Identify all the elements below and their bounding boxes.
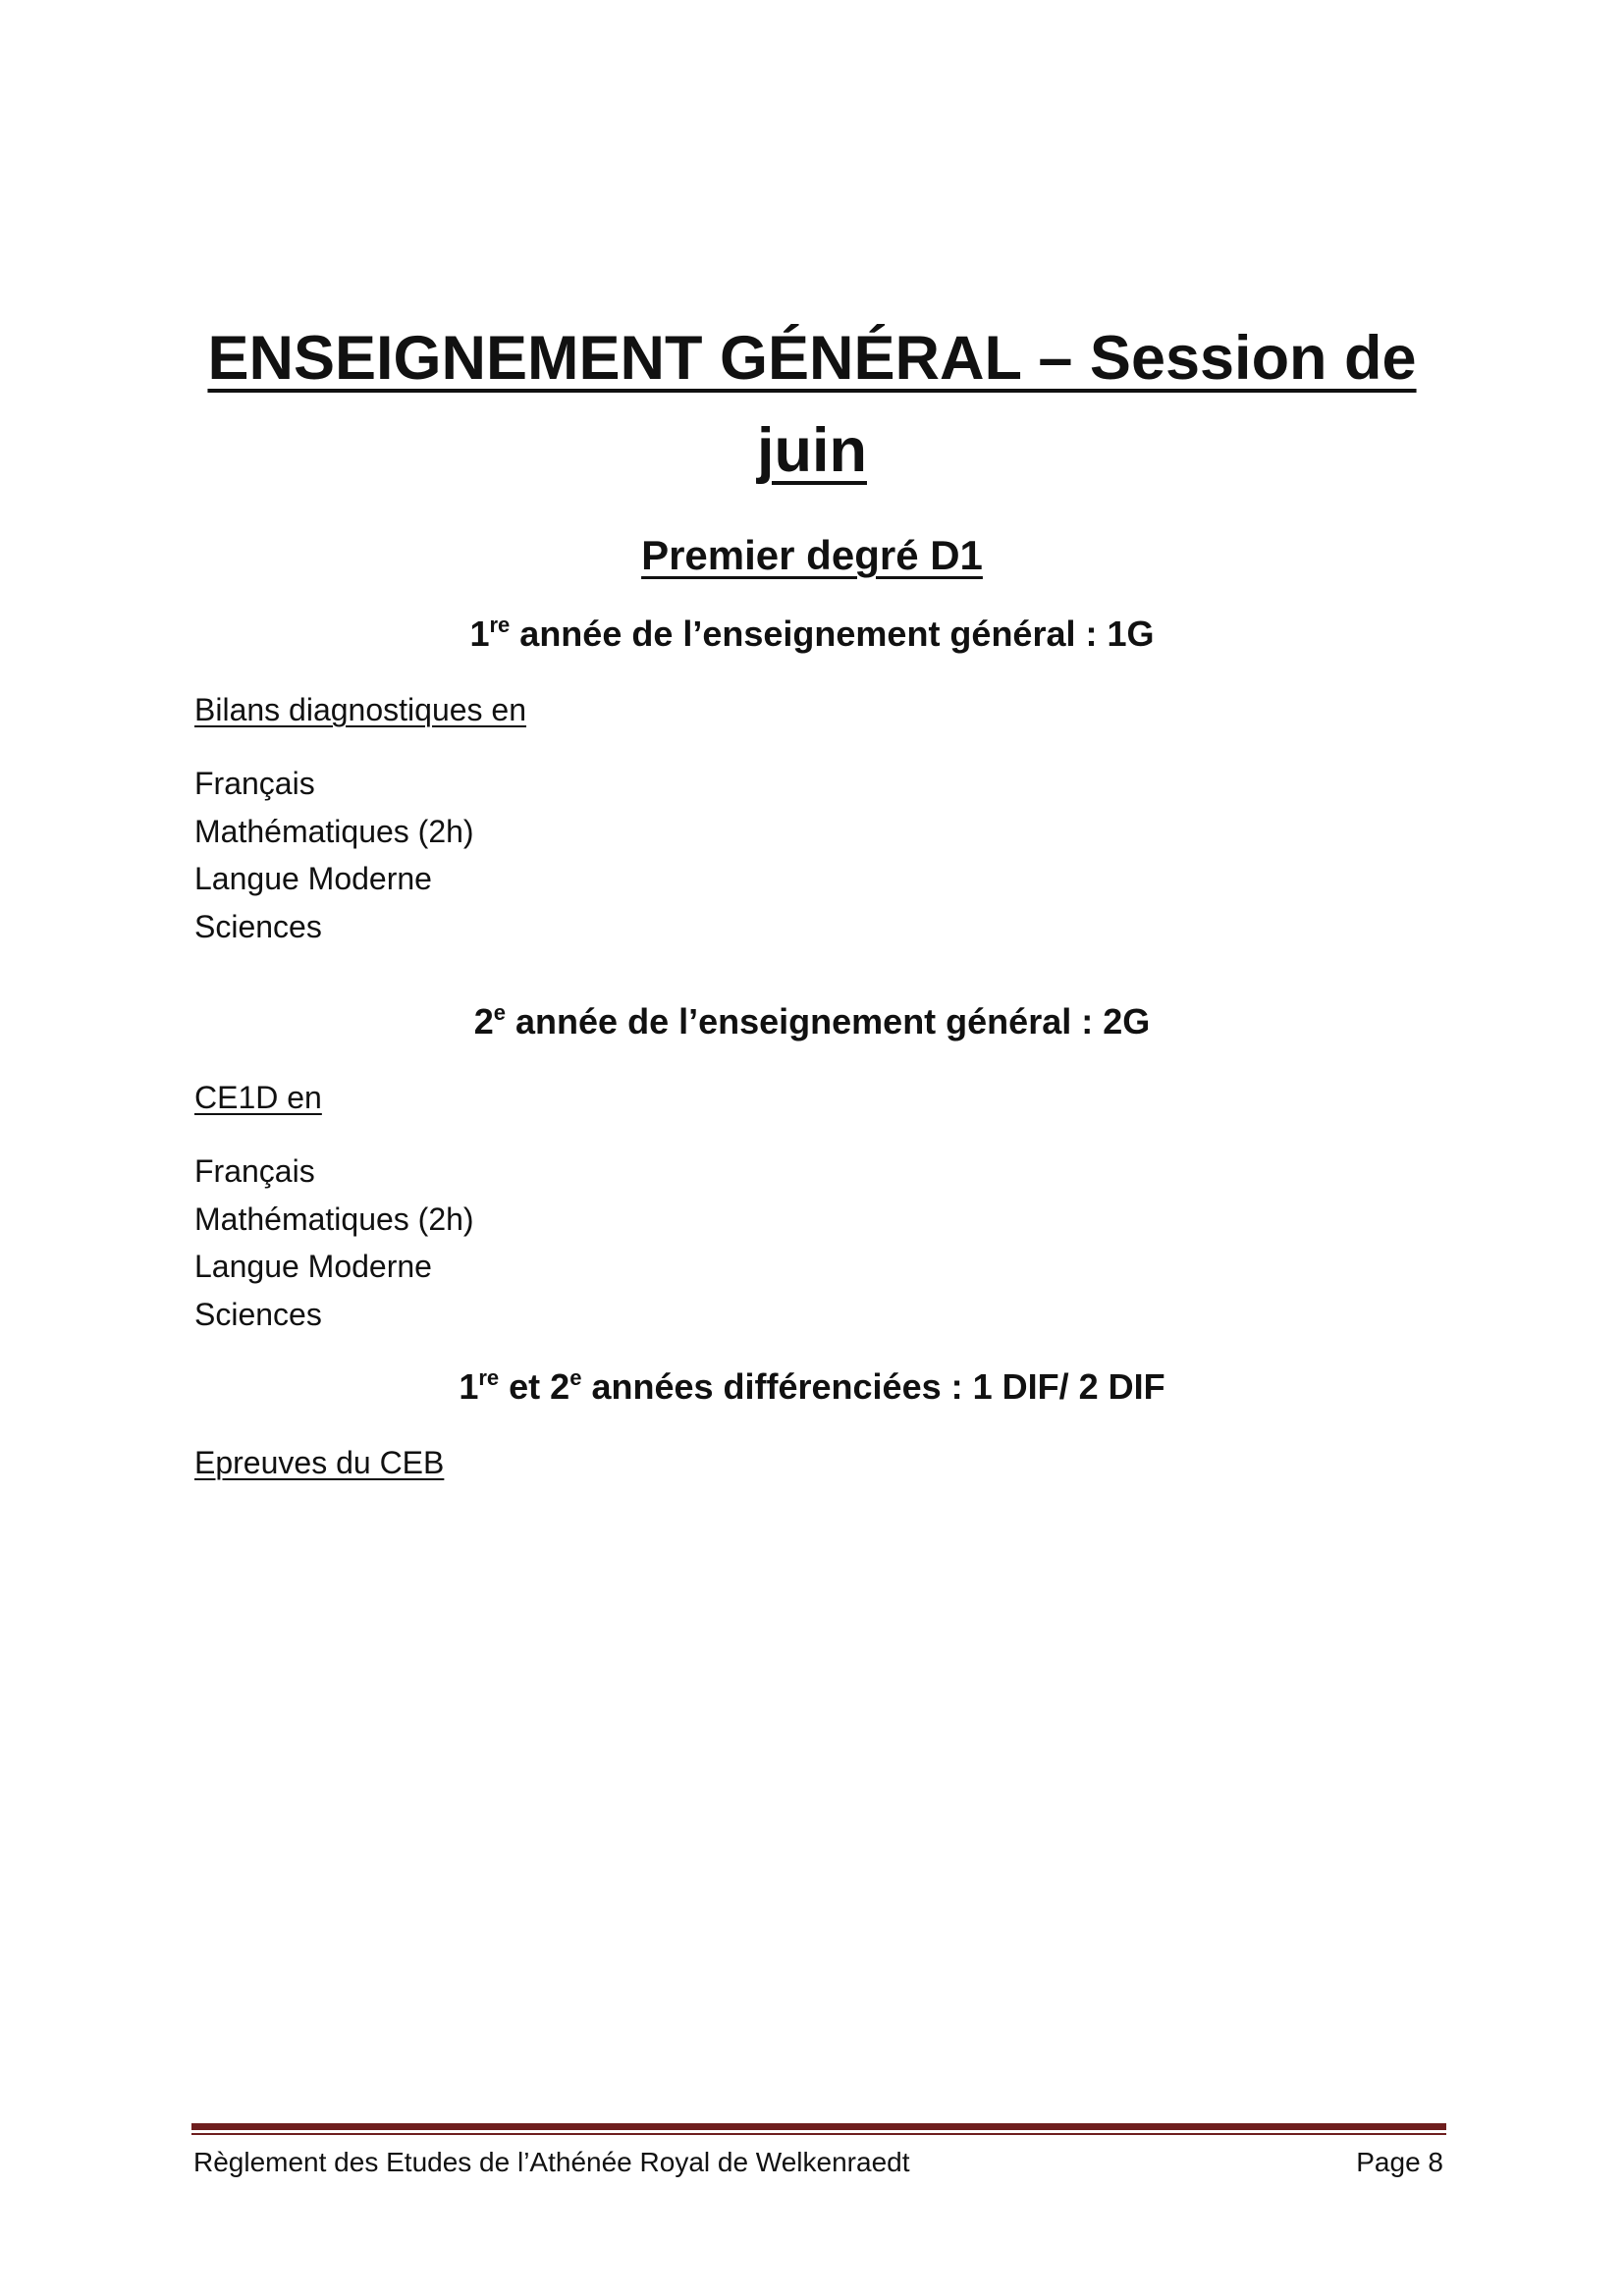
subject-item: Sciences	[194, 1296, 322, 1332]
ordinal-suffix: e	[569, 1365, 582, 1390]
year-number: 2	[473, 1001, 494, 1041]
footer-text: Règlement des Etudes de l’Athénée Royal de Welkenraedt	[193, 2147, 910, 2177]
year-number: 1	[469, 614, 490, 654]
section-label-bilans: Bilans diagnostiques en	[194, 692, 527, 727]
year-heading-mid: et 2	[499, 1366, 570, 1407]
subject-item: Sciences	[194, 908, 322, 944]
subject-item: Mathématiques (2h)	[194, 813, 474, 849]
subject-list-2g	[194, 1148, 474, 1338]
year-heading-2g	[196, 998, 1428, 1045]
degree-heading: Premier degré D1	[641, 532, 983, 578]
subject-item: Français	[194, 1153, 315, 1189]
page-title: ENSEIGNEMENT GÉNÉRAL – Session de juin	[207, 324, 1417, 485]
subject-item: Mathématiques (2h)	[194, 1201, 474, 1237]
footer-rule	[191, 2123, 1446, 2130]
subject-item: Langue Moderne	[194, 861, 432, 896]
section-label-ce1d: CE1D en	[194, 1080, 322, 1115]
ordinal-suffix: re	[489, 613, 511, 637]
ordinal-suffix: re	[478, 1365, 500, 1390]
year-heading-1g	[196, 611, 1428, 658]
section-label-ceb: Epreuves du CEB	[194, 1445, 445, 1480]
year-heading-text: années différenciées : 1 DIF/ 2 DIF	[581, 1366, 1165, 1407]
year-heading-dif	[196, 1363, 1428, 1411]
subject-item: Langue Moderne	[194, 1249, 432, 1284]
subject-item: Français	[194, 766, 315, 801]
year-heading-text: année de l’enseignement général : 1G	[510, 614, 1155, 654]
year-number: 1	[459, 1366, 479, 1407]
footer-rule-thin	[191, 2133, 1446, 2135]
ordinal-suffix: e	[493, 1000, 507, 1025]
subject-list-1g	[194, 760, 474, 950]
year-heading-text: année de l’enseignement général : 2G	[506, 1001, 1151, 1041]
page-number: Page 8	[1356, 2147, 1443, 2177]
